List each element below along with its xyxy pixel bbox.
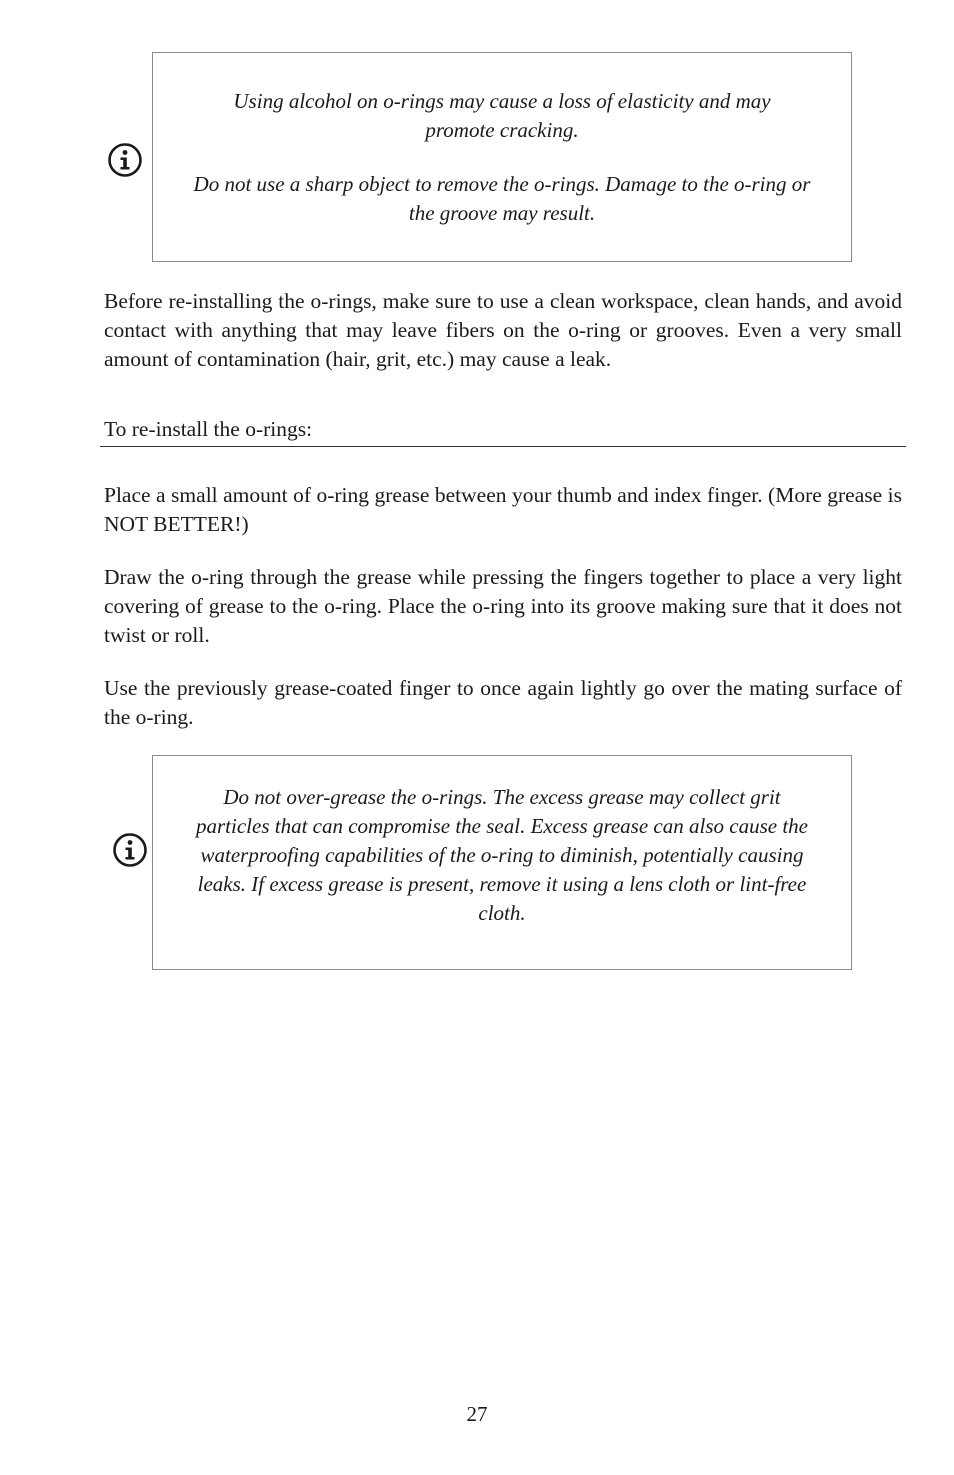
info-icon (112, 832, 148, 868)
page-number: 27 (466, 1402, 488, 1426)
heading-divider (100, 446, 906, 447)
note-over-grease-warning: Do not over-grease the o-rings. The excess grease may collect grit particles that can compromise the seal. Excess grease can also cause the waterproofing capabilities of the o-ring to diminish, potentially causing leaks. If excess grease is present, remove it using a lens cloth or lint-free cloth. (196, 784, 808, 925)
section-heading: To re-install the o-rings: (104, 417, 313, 441)
note-alcohol-warning: Using alcohol on o-rings may cause a loss of elasticity and may promote cracking. (233, 88, 771, 142)
over-grease-note-box (152, 755, 852, 970)
paragraph-clean-workspace: Before re-installing the o-rings, make sure to use a clean workspace, clean hands, and avoid contact with anything that may leave fibers on the o-ring or grooves. Even a very small amount of contamination (hair, grit, etc.) may cause a leak. (104, 289, 902, 371)
paragraph-apply-grease: Place a small amount of o-ring grease between your thumb and index finger. (More grease is NOT BETTER!) (104, 483, 902, 536)
paragraph-draw-o-ring: Draw the o-ring through the grease while pressing the fingers together to place a very light covering of grease to the o-ring. Place the o-ring into its groove making sure that it does not twist or roll. (104, 565, 902, 647)
note-sharp-object-warning: Do not use a sharp object to remove the o-rings. Damage to the o-ring or the groove may result. (193, 171, 811, 225)
caution-note-content (187, 87, 817, 228)
info-icon (107, 142, 143, 178)
caution-note-box (152, 52, 852, 262)
paragraph-mating-surface: Use the previously grease-coated finger to once again lightly go over the mating surface of the o-ring. (104, 676, 902, 729)
